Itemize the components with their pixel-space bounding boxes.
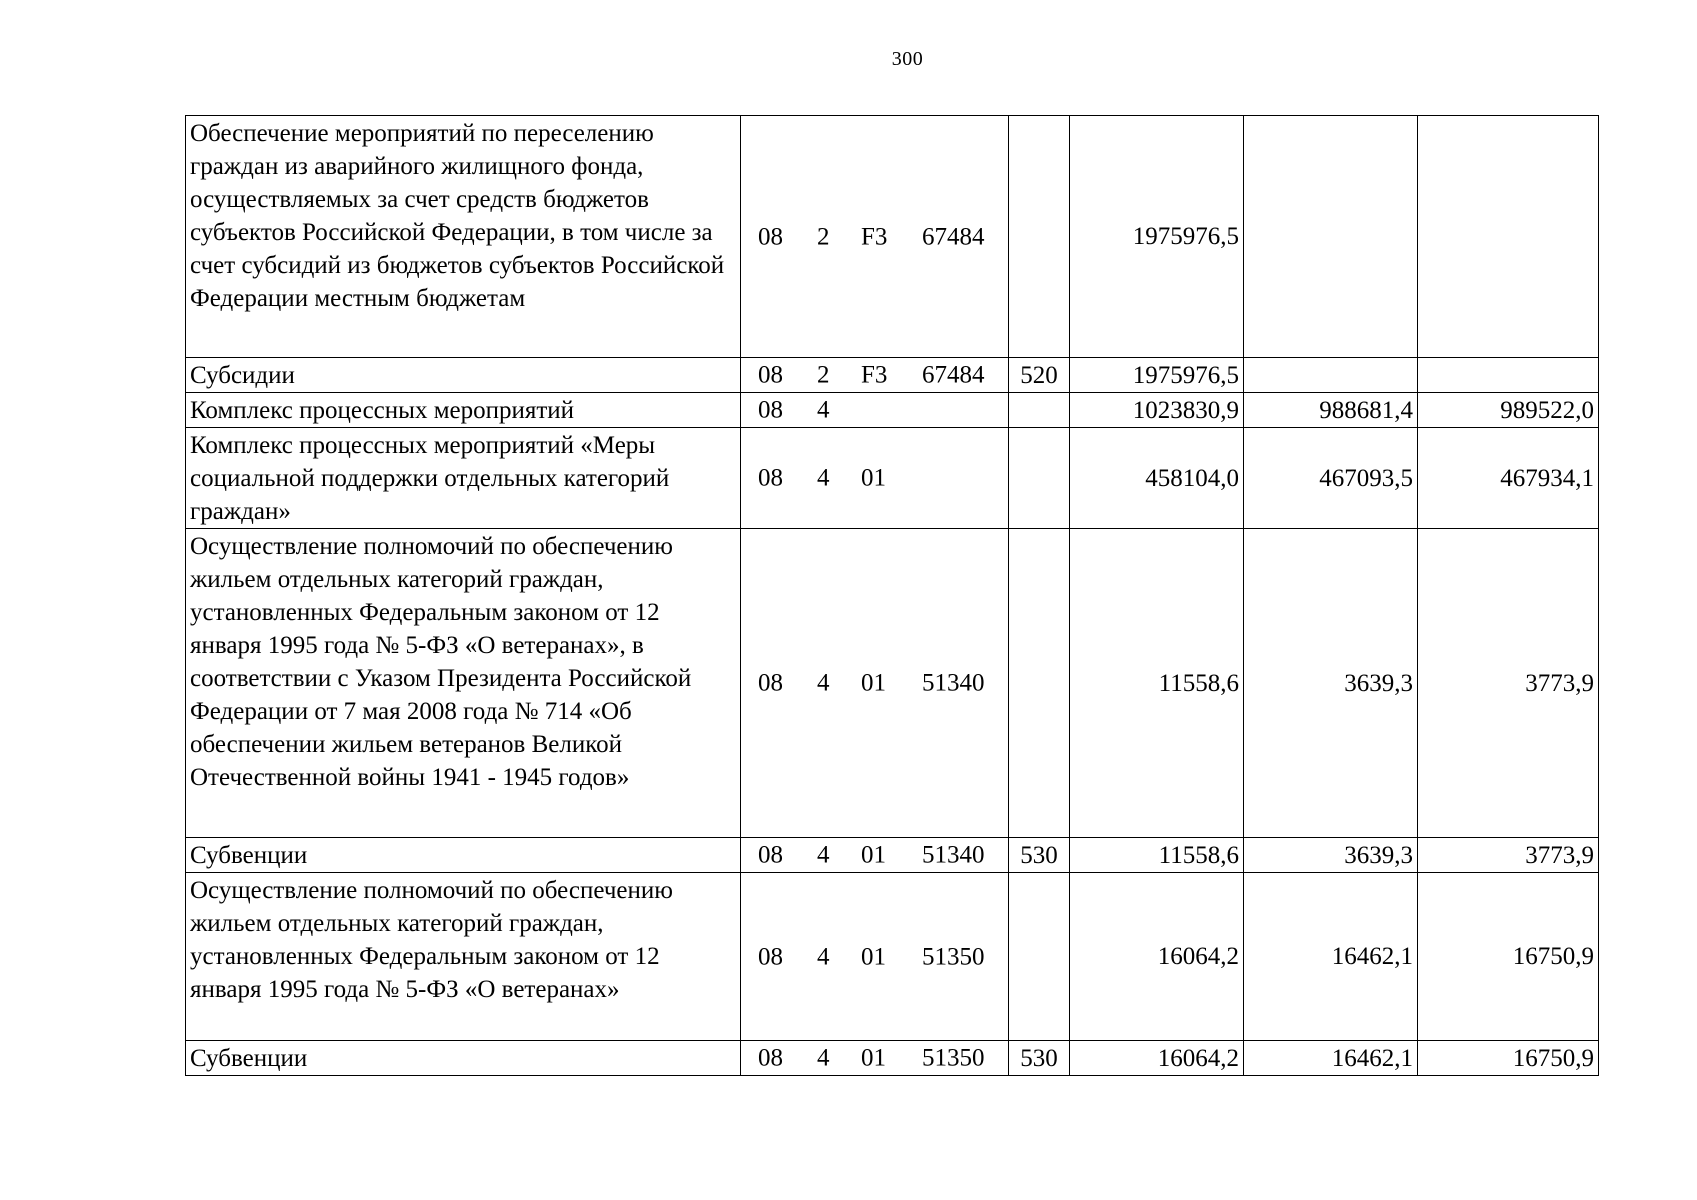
section-code: 08: [758, 1044, 783, 1072]
direction-code: 51340: [922, 669, 985, 697]
row-name-cell: Субсидии: [186, 358, 741, 393]
amount-year2: 3639,3: [1244, 529, 1418, 838]
row-name-cell: Комплекс процессных мероприятий «Меры социальной поддержки отдельных категорий граждан»: [186, 428, 741, 529]
program-code: 4: [817, 1044, 830, 1072]
table-row: [186, 116, 1599, 358]
expense-type-cell: [1009, 428, 1070, 529]
budget-table: [185, 115, 1599, 1076]
row-name-cell: Комплекс процессных мероприятий: [186, 393, 741, 428]
amount-year1: 1975976,5: [1070, 358, 1244, 393]
direction-code: 67484: [922, 223, 985, 250]
amount-year3: 3773,9: [1418, 838, 1599, 873]
amount-year2: 16462,1: [1244, 873, 1418, 1041]
measure-code: 01: [861, 841, 886, 869]
expense-type-cell: [1009, 529, 1070, 838]
amount-year2: 3639,3: [1244, 838, 1418, 873]
direction-code: 51340: [922, 841, 985, 869]
row-name-cell: Субвенции: [186, 838, 741, 873]
program-code: 4: [817, 464, 830, 492]
program-code: 4: [817, 943, 830, 970]
table-row: [186, 358, 1599, 393]
amount-year2: 16462,1: [1244, 1041, 1418, 1076]
expense-type-cell: 530: [1009, 838, 1070, 873]
amount-year2: 467093,5: [1244, 428, 1418, 529]
row-name-cell: Обеспечение мероприятий по переселению граждан из аварийного жилищного фонда, осуществляемых за счет средств бюджетов субъектов Российской Федерации, в том числе за счет субсидий из бюджетов субъектов Российской Федерации местным бюджетам: [186, 116, 741, 358]
expense-type-cell: [1009, 116, 1070, 358]
amount-year3: 3773,9: [1418, 529, 1599, 838]
table-row: [186, 873, 1599, 1041]
section-code: 08: [758, 669, 783, 697]
code-cell: [741, 358, 1009, 393]
code-cell: [741, 838, 1009, 873]
measure-code: 01: [861, 464, 886, 492]
code-cell: [741, 1041, 1009, 1076]
section-code: 08: [758, 943, 783, 970]
section-code: 08: [758, 841, 783, 869]
program-code: 2: [817, 361, 830, 389]
code-cell: [741, 428, 1009, 529]
section-code: 08: [758, 464, 783, 492]
code-cell: [741, 116, 1009, 358]
table-row: [186, 393, 1599, 428]
amount-year3: 989522,0: [1418, 393, 1599, 428]
page-number: 300: [891, 48, 924, 70]
row-name-cell: Субвенции: [186, 1041, 741, 1076]
amount-year1: 11558,6: [1070, 529, 1244, 838]
section-code: 08: [758, 396, 783, 424]
amount-year3: 16750,9: [1418, 873, 1599, 1041]
measure-code: 01: [861, 1044, 886, 1072]
amount-year1: 1023830,9: [1070, 393, 1244, 428]
amount-year3: 16750,9: [1418, 1041, 1599, 1076]
amount-year2: 988681,4: [1244, 393, 1418, 428]
code-cell: [741, 529, 1009, 838]
table-row: [186, 428, 1599, 529]
measure-code: 01: [861, 669, 886, 697]
measure-code: F3: [861, 223, 888, 250]
table-row: [186, 838, 1599, 873]
expense-type-cell: [1009, 873, 1070, 1041]
measure-code: F3: [861, 361, 888, 389]
amount-year2: [1244, 358, 1418, 393]
row-name-cell: Осуществление полномочий по обеспечению жильем отдельных категорий граждан, установленных Федеральным законом от 12 января 1995 года № 5-ФЗ «О ветеранах»: [186, 873, 741, 1041]
amount-year1: 458104,0: [1070, 428, 1244, 529]
row-name-cell: Осуществление полномочий по обеспечению жильем отдельных категорий граждан, установленных Федеральным законом от 12 января 1995 года № 5-ФЗ «О ветеранах», в соответствии с Указом Президента Российской Федерации от 7 мая 2008 года № 714 «Об обеспечении жильем ветеранов Великой Отечественной войны 1941 - 1945 годов»: [186, 529, 741, 838]
section-code: 08: [758, 361, 783, 389]
table-row: [186, 1041, 1599, 1076]
amount-year1: 16064,2: [1070, 1041, 1244, 1076]
program-code: 2: [817, 223, 830, 250]
table-row: [186, 529, 1599, 838]
code-cell: [741, 873, 1009, 1041]
direction-code: 51350: [922, 1044, 985, 1072]
amount-year3: [1418, 358, 1599, 393]
amount-year3: 467934,1: [1418, 428, 1599, 529]
amount-year2: [1244, 116, 1418, 358]
program-code: 4: [817, 396, 830, 424]
amount-year1: 11558,6: [1070, 838, 1244, 873]
expense-type-cell: [1009, 393, 1070, 428]
amount-year3: [1418, 116, 1599, 358]
direction-code: 67484: [922, 361, 985, 389]
amount-year1: 1975976,5: [1070, 116, 1244, 358]
code-cell: [741, 393, 1009, 428]
program-code: 4: [817, 841, 830, 869]
amount-year1: 16064,2: [1070, 873, 1244, 1041]
expense-type-cell: 530: [1009, 1041, 1070, 1076]
program-code: 4: [817, 669, 830, 697]
section-code: 08: [758, 223, 783, 250]
measure-code: 01: [861, 943, 886, 970]
expense-type-cell: 520: [1009, 358, 1070, 393]
direction-code: 51350: [922, 943, 985, 970]
